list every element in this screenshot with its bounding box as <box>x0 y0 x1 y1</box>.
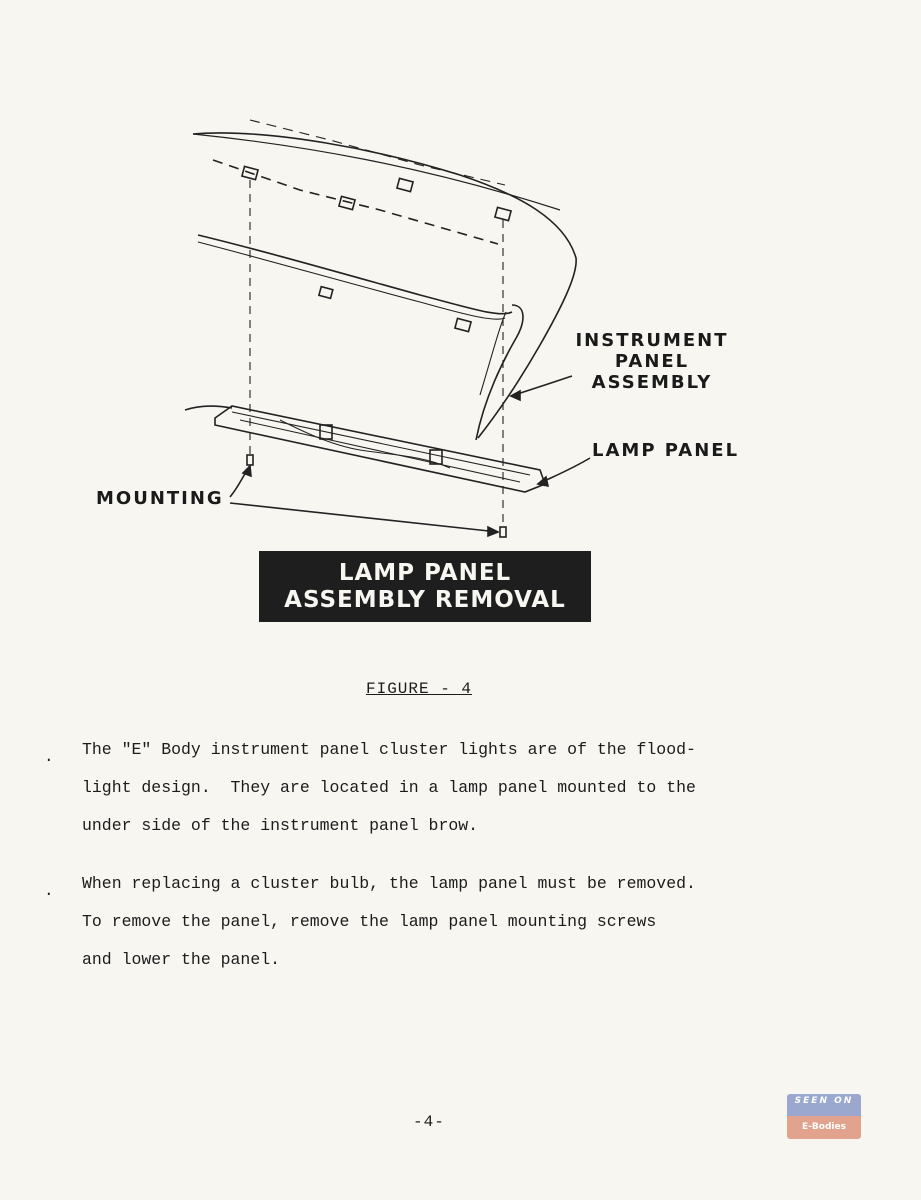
paragraph-line: The "E" Body instrument panel cluster lights are of the flood- <box>82 740 696 759</box>
bullet-1: . <box>44 748 54 766</box>
figure-title-line: ASSEMBLY REMOVAL <box>284 586 566 613</box>
callout-instrument-panel-assembly <box>572 330 732 393</box>
watermark-line-1: SEEN ON <box>787 1094 861 1116</box>
callout-line: PANEL <box>614 351 690 372</box>
callout-lamp-panel: LAMP PANEL <box>592 440 740 461</box>
paragraph-1 <box>82 731 842 845</box>
figure-title-box <box>259 551 591 622</box>
figure-title-line: LAMP PANEL <box>338 559 512 586</box>
watermark-line-2: E-Bodies <box>787 1116 861 1139</box>
figure-caption: FIGURE - 4 <box>366 680 473 698</box>
paragraph-line: When replacing a cluster bulb, the lamp panel must be removed. <box>82 874 696 893</box>
callout-mounting: MOUNTING <box>96 488 224 509</box>
bullet-2: . <box>44 882 54 900</box>
paragraph-line: light design. They are located in a lamp panel mounted to the <box>82 778 696 797</box>
page-number: -4- <box>413 1113 445 1131</box>
paragraph-line: and lower the panel. <box>82 950 281 969</box>
callout-line: INSTRUMENT <box>575 330 729 351</box>
seen-on-ebodies-watermark <box>787 1094 861 1139</box>
paragraph-2 <box>82 865 842 979</box>
callout-line: ASSEMBLY <box>591 372 713 393</box>
paragraph-line: To remove the panel, remove the lamp panel mounting screws <box>82 912 657 931</box>
paragraph-line: under side of the instrument panel brow. <box>82 816 479 835</box>
